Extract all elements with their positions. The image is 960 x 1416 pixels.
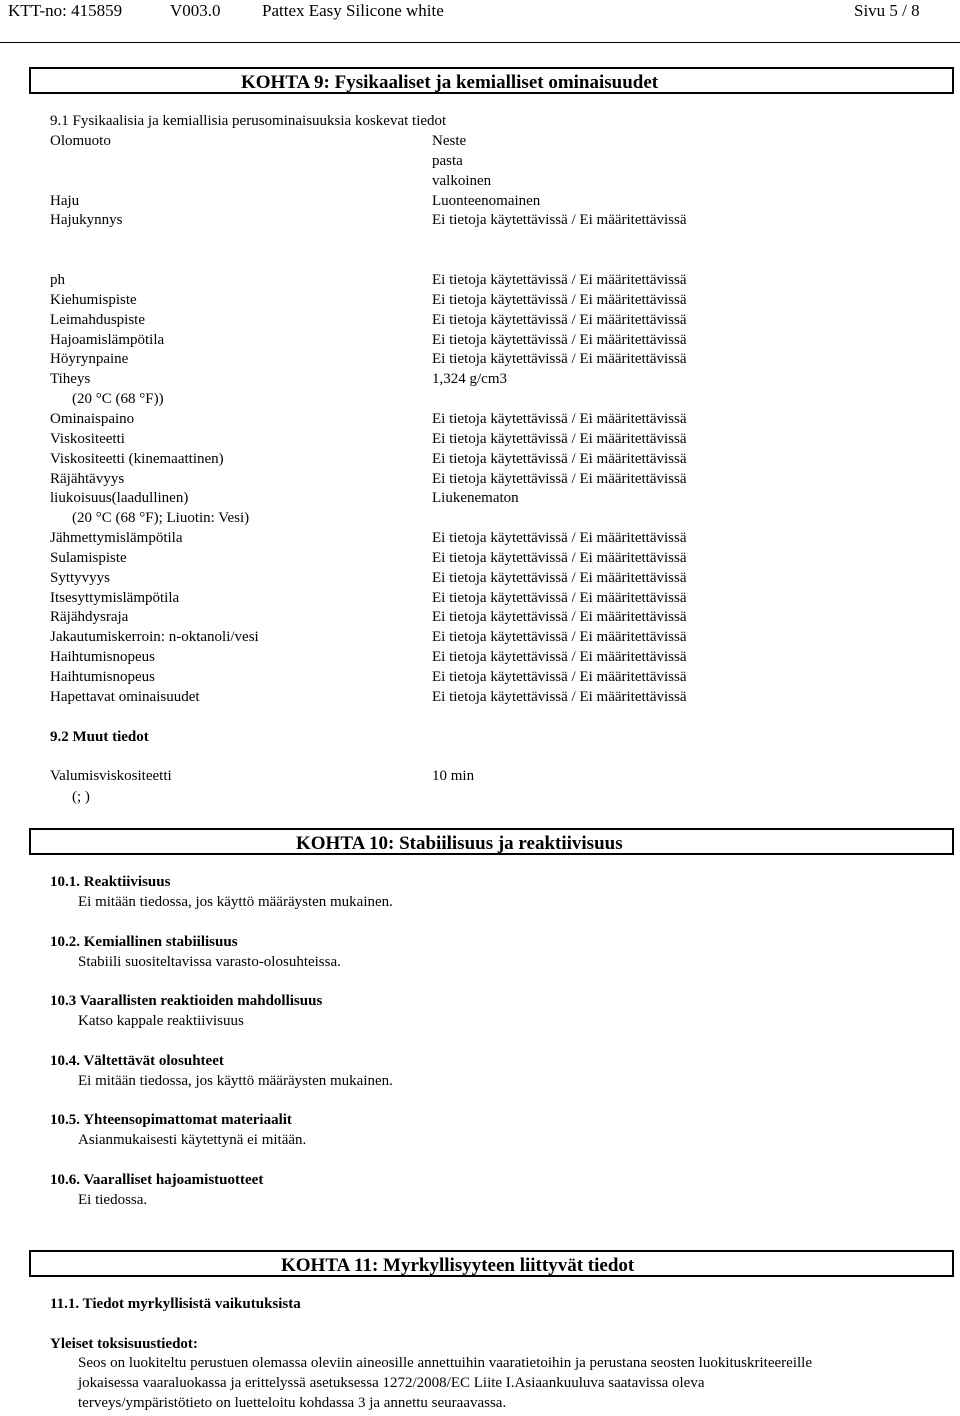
property-value: Ei tietoja käytettävissä / Ei määritettävissä [432,410,687,427]
olomuoto-value-3: valkoinen [432,173,492,189]
hajukynnys-value: Ei tietoja käytettävissä / Ei määritettävissä [432,212,687,228]
section-10-item-text: Stabiili suositeltavissa varasto-olosuhteissa. [78,953,341,970]
property-row [0,591,960,610]
section-9-title: KOHTA 9: Fysikaaliset ja kemialliset ominaisuudet [241,72,659,93]
hajukynnys-label: Hajukynnys [50,212,123,228]
property-value: Ei tietoja käytettävissä / Ei määritettävissä [432,291,687,308]
yleiset-text-line-2: jokaisessa vaaraluokassa ja erittelyssä asetuksessa 1272/2008/EC Liite I.Asiaankuuluva saatavissa oleva [78,1375,705,1391]
property-value: Ei tietoja käytettävissä / Ei määritettävissä [432,649,687,666]
property-value: Ei tietoja käytettävissä / Ei määritettävissä [432,629,687,646]
property-row [0,650,960,669]
section-10-item-text: Katso kappale reaktiivisuus [78,1013,244,1029]
property-label: Höyrynpaine [50,351,129,368]
property-label: Jähmettymislämpötila [50,530,183,547]
property-row [0,472,960,491]
yleiset-text-line-3: terveys/ympäristötieto on luetteloitu kohdassa 3 ja annettu seuraavassa. [78,1395,507,1411]
olomuoto-value-1: Neste [432,133,467,149]
property-row [0,491,960,510]
property-label: Syttyvyys [50,569,111,586]
property-label: Viskositeetti (kinemaattinen) [50,450,224,467]
property-row [0,511,960,530]
section-9-title-box [29,67,954,94]
property-row [0,293,960,312]
section-10-item-heading: 10.3 Vaarallisten reaktioiden mahdollisuus [50,993,323,1009]
property-row [0,531,960,550]
subsection-11-1-heading: 11.1. Tiedot myrkyllisistä vaikutuksista [50,1296,301,1312]
property-label: Kiehumispiste [50,291,137,308]
property-row [0,412,960,431]
section-10-item-text: Ei mitään tiedossa, jos käyttö määräysten mukainen. [78,1072,393,1089]
property-value: Ei tietoja käytettävissä / Ei määritettävissä [432,331,687,348]
property-value: Ei tietoja käytettävissä / Ei määritettävissä [432,470,687,487]
property-value: Ei tietoja käytettävissä / Ei määritettävissä [432,609,687,626]
valumisviskositeetti-value: 10 min [432,768,475,784]
property-value: Ei tietoja käytettävissä / Ei määritettävissä [432,272,687,288]
property-row [0,352,960,371]
property-row [0,551,960,570]
section-10-item-text: Ei mitään tiedossa, jos käyttö määräysten mukainen. [78,894,393,910]
property-label: Leimahduspiste [50,311,145,328]
property-label: ph [50,272,65,288]
property-row [0,273,960,292]
section-10-item-heading: 10.4. Vältettävät olosuhteet [50,1052,224,1069]
yleiset-text-line-1: Seos on luokiteltu perustuen olemassa oleviin aineosille annettuihin vaaratietoihin ja perustana seosten luokituskriteereille [78,1355,812,1371]
property-value: Ei tietoja käytettävissä / Ei määritettävissä [432,311,687,328]
property-row [0,571,960,590]
property-label: Hapettavat ominaisuudet [50,688,200,705]
property-value: Ei tietoja käytettävissä / Ei määritettävissä [432,688,687,705]
property-label: Sulamispiste [50,549,127,566]
haju-label: Haju [50,193,80,209]
property-label: (20 °C (68 °F); Liuotin: Vesi) [72,510,250,527]
property-value: Liukenematon [432,490,519,507]
property-label: Viskositeetti [50,430,125,447]
header-rule [0,42,960,43]
property-row [0,313,960,332]
property-row [0,333,960,352]
property-row [0,392,960,411]
section-11-title-box [29,1250,954,1277]
property-row [0,452,960,471]
property-label: Itsesyttymislämpötila [50,589,180,606]
property-row [0,432,960,451]
property-value: Ei tietoja käytettävissä / Ei määritettävissä [432,450,687,467]
subsection-9-1-heading: 9.1 Fysikaalisia ja kemiallisia perusominaisuuksia koskevat tiedot [50,113,447,129]
valumisviskositeetti-label: Valumisviskositeetti [50,768,172,784]
section-10-item-heading: 10.2. Kemiallinen stabiilisuus [50,933,238,950]
section-10-item-heading: 10.5. Yhteensopimattomat materiaalit [50,1112,292,1128]
property-label: Tiheys [50,371,91,388]
property-label: Haihtumisnopeus [50,649,155,666]
property-value: Ei tietoja käytettävissä / Ei määritettävissä [432,530,687,547]
section-10-item-text: Asianmukaisesti käytettynä ei mitään. [78,1132,307,1148]
property-value: Ei tietoja käytettävissä / Ei määritettävissä [432,589,687,606]
property-value: Ei tietoja käytettävissä / Ei määritettävissä [432,549,687,566]
property-label: Räjähdysraja [50,609,129,626]
property-value: Ei tietoja käytettävissä / Ei määritettävissä [432,430,687,447]
olomuoto-value-2: pasta [432,153,463,169]
section-11-title: KOHTA 11: Myrkyllisyyteen liittyvät tiedot [281,1255,635,1276]
property-row [0,670,960,689]
property-label: Räjähtävyys [50,470,125,487]
property-row [0,630,960,649]
property-value: 1,324 g/cm3 [432,371,507,388]
subsection-9-2-heading: 9.2 Muut tiedot [50,729,149,745]
property-label: Haihtumisnopeus [50,669,155,685]
property-value: Ei tietoja käytettävissä / Ei määritettävissä [432,351,687,368]
property-row [0,690,960,709]
section-10-title-box [29,828,954,855]
property-label: (20 °C (68 °F)) [72,391,164,408]
section-10-item-heading: 10.6. Vaaralliset hajoamistuotteet [50,1171,264,1188]
section-10-item-heading: 10.1. Reaktiivisuus [50,874,171,890]
yleiset-toksisuustiedot-heading: Yleiset toksisuustiedot: [50,1336,198,1352]
section-10-item-text: Ei tiedossa. [78,1191,148,1208]
property-label: Jakautumiskerroin: n-oktanoli/vesi [50,629,259,646]
property-label: Ominaispaino [50,410,135,427]
property-label: liukoisuus(laadullinen) [50,490,189,507]
version: V003.0 [170,1,221,20]
ktt-number: KTT-no: 415859 [8,1,123,20]
property-row [0,372,960,391]
section-10-title: KOHTA 10: Stabiilisuus ja reaktiivisuus [296,833,623,854]
property-value: Ei tietoja käytettävissä / Ei määritettävissä [432,669,687,685]
olomuoto-label: Olomuoto [50,133,111,149]
property-label: Hajoamislämpötila [50,331,165,348]
page-number: Sivu 5 / 8 [854,1,920,20]
valumisviskositeetti-condition: (; ) [72,789,90,805]
haju-value: Luonteenomainen [432,193,541,209]
property-value: Ei tietoja käytettävissä / Ei määritettävissä [432,569,687,586]
product-name: Pattex Easy Silicone white [262,1,444,20]
property-row [0,610,960,629]
